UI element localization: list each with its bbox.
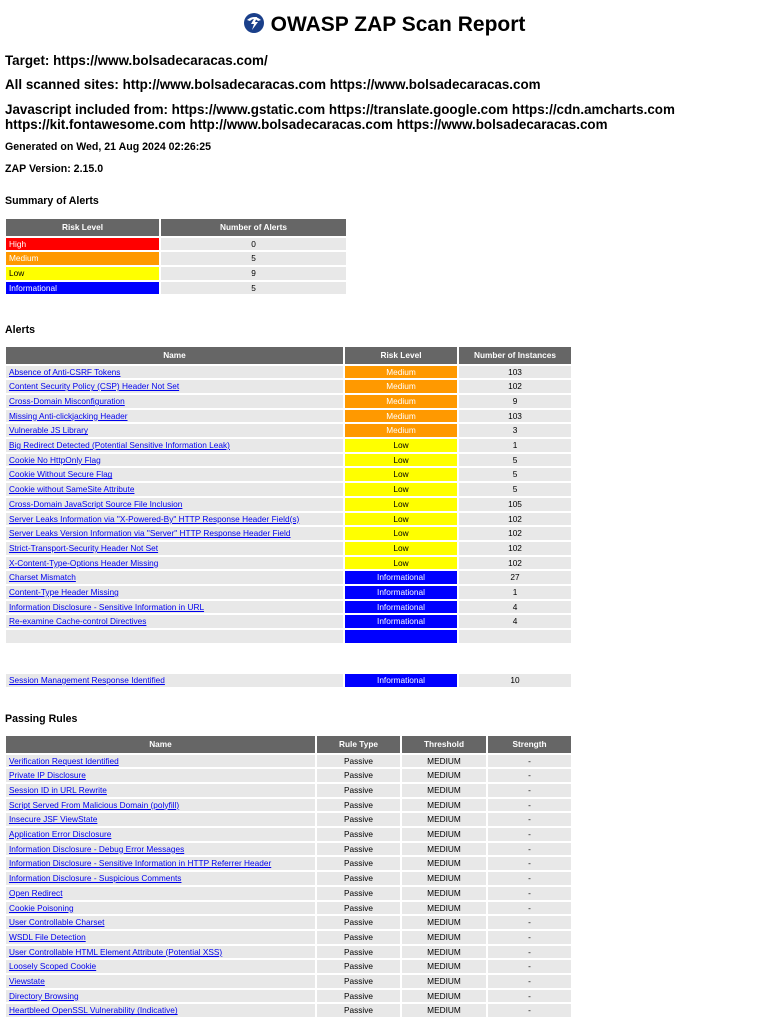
table-row xyxy=(6,946,571,959)
alert-instances: 105 xyxy=(459,498,571,511)
scan-target: Target: https://www.bolsadecaracas.com/ xyxy=(5,53,268,68)
rule-link[interactable]: WSDL File Detection xyxy=(9,931,86,942)
table-row xyxy=(6,828,571,841)
rule-type: Passive xyxy=(317,784,400,797)
alert-link[interactable]: Re-examine Cache-control Directives xyxy=(9,616,147,627)
rule-type: Passive xyxy=(317,755,400,768)
rule-strength: - xyxy=(488,946,571,959)
table-row xyxy=(6,468,571,481)
rule-strength: - xyxy=(488,843,571,856)
summary-heading: Summary of Alerts xyxy=(5,195,99,207)
rule-strength: - xyxy=(488,769,571,782)
alert-name xyxy=(6,454,343,467)
passing-col-threshold: Threshold xyxy=(402,736,486,753)
rule-type: Passive xyxy=(317,887,400,900)
alert-instances: 4 xyxy=(459,615,571,628)
rule-name xyxy=(6,916,315,929)
rule-link[interactable]: Script Served From Malicious Domain (polyfill) xyxy=(9,799,180,810)
rule-link[interactable]: Private IP Disclosure xyxy=(9,770,86,781)
rule-threshold: MEDIUM xyxy=(402,828,486,841)
alert-link[interactable]: Cookie Without Secure Flag xyxy=(9,469,113,480)
alert-instances: 103 xyxy=(459,366,571,379)
rule-type: Passive xyxy=(317,813,400,826)
table-row xyxy=(6,395,571,408)
alert-instances: 4 xyxy=(459,601,571,614)
alert-risk: Low xyxy=(345,454,457,467)
table-row xyxy=(6,784,571,797)
rule-strength: - xyxy=(488,755,571,768)
table-row xyxy=(6,931,571,944)
alert-name xyxy=(6,630,343,643)
table-row xyxy=(6,902,571,915)
table-row xyxy=(6,571,571,584)
summary-risk-level: Informational xyxy=(6,282,159,295)
alert-risk: Low xyxy=(345,542,457,555)
summary-alert-count: 0 xyxy=(161,238,346,251)
alert-name xyxy=(6,395,343,408)
alert-instances: 1 xyxy=(459,439,571,452)
table-row xyxy=(6,267,346,280)
rule-threshold: MEDIUM xyxy=(402,975,486,988)
rule-threshold: MEDIUM xyxy=(402,755,486,768)
table-row xyxy=(6,601,571,614)
rule-strength: - xyxy=(488,872,571,885)
alert-instances: 102 xyxy=(459,557,571,570)
rule-threshold: MEDIUM xyxy=(402,857,486,870)
alert-risk: Low xyxy=(345,498,457,511)
table-row xyxy=(6,615,571,628)
passing-col-type: Rule Type xyxy=(317,736,400,753)
passing-col-strength: Strength xyxy=(488,736,571,753)
alert-risk xyxy=(345,630,457,643)
alert-risk: Informational xyxy=(345,601,457,614)
alert-instances: 1 xyxy=(459,586,571,599)
rule-type: Passive xyxy=(317,769,400,782)
alert-name xyxy=(6,601,343,614)
rule-threshold: MEDIUM xyxy=(402,990,486,1003)
rule-name xyxy=(6,990,315,1003)
alert-name xyxy=(6,498,343,511)
summary-risk-level: Medium xyxy=(6,252,159,265)
summary-alert-count: 5 xyxy=(161,252,346,265)
alert-link[interactable]: Cross-Domain Misconfiguration xyxy=(9,395,125,406)
summary-alert-count: 5 xyxy=(161,282,346,295)
table-row xyxy=(6,483,571,496)
alert-instances: 5 xyxy=(459,468,571,481)
rule-threshold: MEDIUM xyxy=(402,813,486,826)
rule-link[interactable]: Cookie Poisoning xyxy=(9,902,74,913)
rule-threshold: MEDIUM xyxy=(402,902,486,915)
scanned-sites: All scanned sites: http://www.bolsadecaracas.com https://www.bolsadecaracas.com xyxy=(5,77,541,92)
table-row xyxy=(6,424,571,437)
alert-instances: 10 xyxy=(459,674,571,687)
alert-risk: Medium xyxy=(345,380,457,393)
alerts-col-name: Name xyxy=(6,347,343,364)
alert-name xyxy=(6,483,343,496)
rule-strength: - xyxy=(488,857,571,870)
rule-name xyxy=(6,1004,315,1017)
rule-link[interactable]: Application Error Disclosure xyxy=(9,829,112,840)
table-row xyxy=(6,366,571,379)
rule-link[interactable]: Session ID in URL Rewrite xyxy=(9,784,107,795)
rule-link[interactable]: Loosely Scoped Cookie xyxy=(9,961,97,972)
rule-strength: - xyxy=(488,916,571,929)
table-row xyxy=(6,755,571,768)
rule-type: Passive xyxy=(317,857,400,870)
alert-risk: Informational xyxy=(345,571,457,584)
table-row xyxy=(6,975,571,988)
alert-instances: 102 xyxy=(459,542,571,555)
alerts-table xyxy=(4,345,573,645)
table-row xyxy=(6,872,571,885)
alert-risk: Medium xyxy=(345,410,457,423)
rule-name xyxy=(6,975,315,988)
rule-strength: - xyxy=(488,931,571,944)
alerts-col-instances: Number of Instances xyxy=(459,347,571,364)
rule-threshold: MEDIUM xyxy=(402,887,486,900)
rule-name xyxy=(6,902,315,915)
alert-link[interactable]: Strict-Transport-Security Header Not Set xyxy=(9,542,159,553)
alert-risk: Low xyxy=(345,513,457,526)
alert-link[interactable]: Information Disclosure - Sensitive Information in URL xyxy=(9,601,205,612)
rule-name xyxy=(6,946,315,959)
alert-risk: Medium xyxy=(345,424,457,437)
rule-threshold: MEDIUM xyxy=(402,931,486,944)
alert-instances: 5 xyxy=(459,454,571,467)
rule-type: Passive xyxy=(317,960,400,973)
table-row xyxy=(6,674,571,687)
alert-link[interactable]: Charset Mismatch xyxy=(9,572,76,583)
table-row xyxy=(6,857,571,870)
page-title: OWASP ZAP Scan Report xyxy=(270,13,526,36)
rule-name xyxy=(6,960,315,973)
table-row xyxy=(6,799,571,812)
rule-link[interactable]: Directory Browsing xyxy=(9,990,79,1001)
rule-name xyxy=(6,784,315,797)
alert-risk: Low xyxy=(345,468,457,481)
javascript-sources-line-1: Javascript included from: https://www.gstatic.com https://translate.google.com https://cdn.amcharts.com xyxy=(5,102,675,117)
rule-type: Passive xyxy=(317,799,400,812)
alert-name xyxy=(6,366,343,379)
passing-rules-heading: Passing Rules xyxy=(5,713,78,725)
alert-name xyxy=(6,410,343,423)
rule-strength: - xyxy=(488,828,571,841)
alert-name xyxy=(6,527,343,540)
table-row xyxy=(6,542,571,555)
alert-link[interactable]: Cookie No HttpOnly Flag xyxy=(9,454,101,465)
alert-name xyxy=(6,586,343,599)
alert-link[interactable]: Content-Type Header Missing xyxy=(9,587,119,598)
rule-link[interactable]: Information Disclosure - Suspicious Comments xyxy=(9,873,182,884)
rule-type: Passive xyxy=(317,916,400,929)
rule-link[interactable]: Heartbleed OpenSSL Vulnerability (Indicative) xyxy=(9,1005,178,1016)
rule-type: Passive xyxy=(317,828,400,841)
table-row xyxy=(6,813,571,826)
rule-strength: - xyxy=(488,960,571,973)
javascript-sources-line-2: https://kit.fontawesome.com http://www.bolsadecaracas.com https://www.bolsadecaracas.com xyxy=(5,117,608,132)
alert-link[interactable]: Session Management Response Identified xyxy=(9,675,165,685)
alert-risk: Informational xyxy=(345,615,457,628)
zap-version: ZAP Version: 2.15.0 xyxy=(5,163,104,175)
alert-name xyxy=(6,674,343,687)
alert-instances: 27 xyxy=(459,571,571,584)
rule-strength: - xyxy=(488,813,571,826)
table-row xyxy=(6,557,571,570)
rule-type: Passive xyxy=(317,990,400,1003)
summary-risk-level: Low xyxy=(6,267,159,280)
alert-name xyxy=(6,424,343,437)
table-row xyxy=(6,282,346,295)
rule-strength: - xyxy=(488,902,571,915)
table-row xyxy=(6,960,571,973)
rule-threshold: MEDIUM xyxy=(402,843,486,856)
rule-name xyxy=(6,872,315,885)
alert-link[interactable]: X-Content-Type-Options Header Missing xyxy=(9,557,159,568)
rule-link[interactable]: Information Disclosure - Sensitive Information in HTTP Referrer Header xyxy=(9,858,272,869)
rule-threshold: MEDIUM xyxy=(402,872,486,885)
alert-name xyxy=(6,439,343,452)
rule-threshold: MEDIUM xyxy=(402,916,486,929)
alert-name xyxy=(6,513,343,526)
alert-link[interactable]: Server Leaks Version Information via "Server" HTTP Response Header Field xyxy=(9,528,291,539)
alert-name xyxy=(6,468,343,481)
alert-link[interactable]: Missing Anti-clickjacking Header xyxy=(9,410,128,421)
alert-risk: Informational xyxy=(345,586,457,599)
rule-strength: - xyxy=(488,784,571,797)
rule-name xyxy=(6,843,315,856)
rule-link[interactable]: Information Disclosure - Debug Error Messages xyxy=(9,843,185,854)
alert-link[interactable]: Cross-Domain JavaScript Source File Inclusion xyxy=(9,498,183,509)
alert-risk: Low xyxy=(345,557,457,570)
alert-risk: Low xyxy=(345,483,457,496)
alert-name xyxy=(6,380,343,393)
table-row xyxy=(6,513,571,526)
rule-threshold: MEDIUM xyxy=(402,784,486,797)
rule-name xyxy=(6,828,315,841)
table-row xyxy=(6,769,571,782)
table-row xyxy=(6,410,571,423)
rule-type: Passive xyxy=(317,931,400,944)
alert-instances xyxy=(459,630,571,643)
alerts-col-risk: Risk Level xyxy=(345,347,457,364)
rule-type: Passive xyxy=(317,975,400,988)
rule-name xyxy=(6,931,315,944)
rule-name xyxy=(6,887,315,900)
alert-risk: Low xyxy=(345,527,457,540)
alert-name xyxy=(6,615,343,628)
rule-name xyxy=(6,857,315,870)
rule-link[interactable]: Viewstate xyxy=(9,976,45,987)
alert-link[interactable]: Absence of Anti-CSRF Tokens xyxy=(9,366,121,377)
alert-risk: Medium xyxy=(345,395,457,408)
rule-strength: - xyxy=(488,990,571,1003)
alerts-table-continued xyxy=(4,672,573,689)
alert-instances: 9 xyxy=(459,395,571,408)
rule-strength: - xyxy=(488,975,571,988)
alert-instances: 102 xyxy=(459,527,571,540)
rule-strength: - xyxy=(488,887,571,900)
table-row xyxy=(6,586,571,599)
report-title-bar xyxy=(0,10,768,40)
table-row xyxy=(6,887,571,900)
table-row xyxy=(6,252,346,265)
alert-instances: 3 xyxy=(459,424,571,437)
alert-link[interactable]: Server Leaks Information via "X-Powered-By" HTTP Response Header Field(s) xyxy=(9,513,300,524)
rule-link[interactable]: Insecure JSF ViewState xyxy=(9,814,98,825)
alert-name xyxy=(6,542,343,555)
table-row xyxy=(6,990,571,1003)
rule-threshold: MEDIUM xyxy=(402,960,486,973)
passing-col-name: Name xyxy=(6,736,315,753)
passing-rules-table xyxy=(4,734,573,1019)
alert-link[interactable]: Cookie without SameSite Attribute xyxy=(9,484,135,495)
table-row xyxy=(6,498,571,511)
rule-name xyxy=(6,755,315,768)
summary-table xyxy=(4,217,348,296)
generated-date: Generated on Wed, 21 Aug 2024 02:26:25 xyxy=(5,141,212,153)
table-row xyxy=(6,1004,571,1017)
rule-type: Passive xyxy=(317,902,400,915)
table-row xyxy=(6,843,571,856)
rule-threshold: MEDIUM xyxy=(402,769,486,782)
alert-name xyxy=(6,557,343,570)
table-row xyxy=(6,454,571,467)
zap-logo-icon xyxy=(243,12,265,34)
rule-threshold: MEDIUM xyxy=(402,799,486,812)
alert-risk: Medium xyxy=(345,366,457,379)
table-row xyxy=(6,527,571,540)
rule-threshold: MEDIUM xyxy=(402,946,486,959)
summary-col-risk: Risk Level xyxy=(6,219,159,236)
summary-col-count: Number of Alerts xyxy=(161,219,346,236)
rule-strength: - xyxy=(488,1004,571,1017)
alert-link[interactable]: Content Security Policy (CSP) Header Not Set xyxy=(9,381,180,392)
table-row xyxy=(6,238,346,251)
rule-type: Passive xyxy=(317,843,400,856)
rule-link[interactable]: Open Redirect xyxy=(9,887,63,898)
alert-risk: Low xyxy=(345,439,457,452)
summary-risk-level: High xyxy=(6,238,159,251)
table-row xyxy=(6,439,571,452)
alert-instances: 5 xyxy=(459,483,571,496)
alerts-heading: Alerts xyxy=(5,324,36,336)
rule-name xyxy=(6,813,315,826)
alert-instances: 102 xyxy=(459,380,571,393)
rule-link[interactable]: User Controllable HTML Element Attribute (Potential XSS) xyxy=(9,946,223,957)
rule-name xyxy=(6,769,315,782)
summary-alert-count: 9 xyxy=(161,267,346,280)
alert-instances: 103 xyxy=(459,410,571,423)
rule-link[interactable]: Verification Request Identified xyxy=(9,755,119,766)
table-row xyxy=(6,916,571,929)
rule-strength: - xyxy=(488,799,571,812)
rule-name xyxy=(6,799,315,812)
rule-type: Passive xyxy=(317,1004,400,1017)
rule-link[interactable]: User Controllable Charset xyxy=(9,917,105,928)
table-row xyxy=(6,630,571,643)
rule-threshold: MEDIUM xyxy=(402,1004,486,1017)
alert-link[interactable]: Vulnerable JS Library xyxy=(9,425,89,436)
alert-risk: Informational xyxy=(345,674,457,687)
alert-name xyxy=(6,571,343,584)
rule-type: Passive xyxy=(317,872,400,885)
alert-instances: 102 xyxy=(459,513,571,526)
alert-link[interactable]: Big Redirect Detected (Potential Sensitive Information Leak) xyxy=(9,440,230,451)
table-row xyxy=(6,380,571,393)
rule-type: Passive xyxy=(317,946,400,959)
